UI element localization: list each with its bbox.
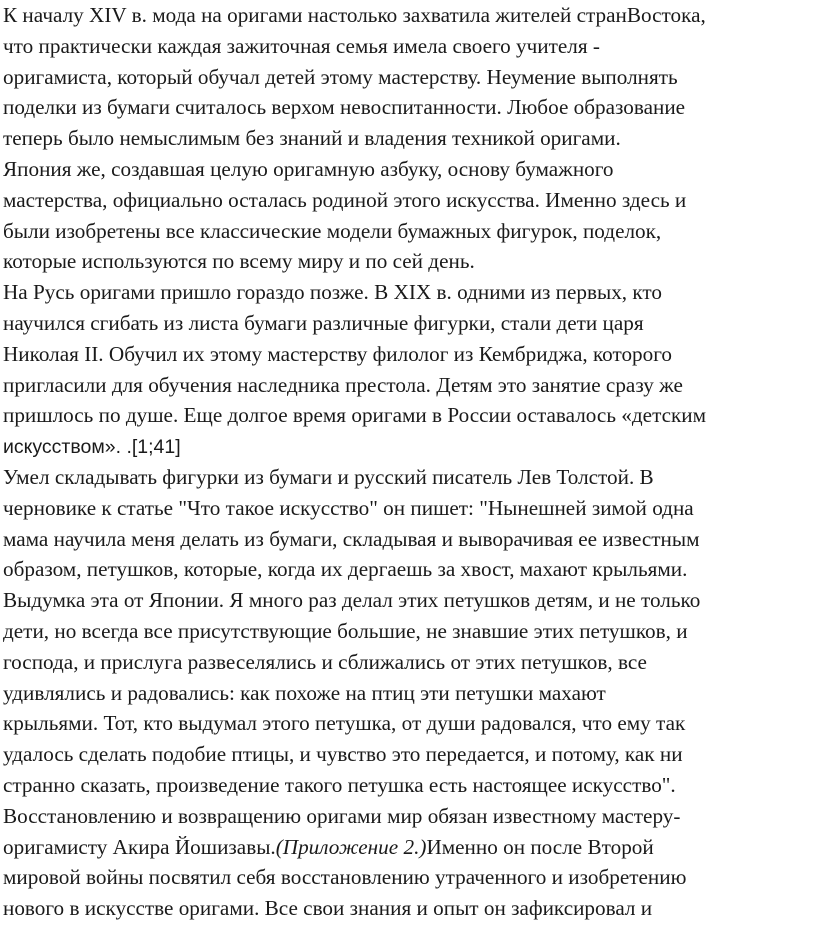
text-line: образом, петушков, которые, когда их дергаешь за хвост, махают крыльями. (3, 557, 688, 582)
text-line: которые используются по всему миру и по сей день. (3, 249, 475, 274)
text-line: Восстановлению и возвращению оригами мир обязан известному мастеру- (3, 803, 681, 828)
text-line: господа, и прислуга развеселялись и сближались от этих петушков, все (3, 649, 647, 674)
text-line: были изобретены все классические модели бумажных фигурок, поделок, (3, 218, 662, 243)
text-line: теперь было немыслимым без знаний и владения техникой оригами. (3, 126, 621, 151)
text-line: Выдумка эта от Японии. Я много раз делал этих петушков детям, и не только (3, 588, 701, 613)
text-line: Умел складывать фигурки из бумаги и русский писатель Лев Толстой. В (3, 464, 654, 489)
line-text-after: Именно он после Второй (426, 834, 654, 859)
text-line: пригласили для обучения наследника престола. Детям это занятие сразу же (3, 372, 683, 397)
text-line: Япония же, создавшая целую оригамную азбуку, основу бумажного (3, 156, 614, 181)
text-line: пришлось по душе. Еще долгое время оригами в России оставалось «детским (3, 403, 707, 428)
text-line: удивлялись и радовались: как похоже на птиц эти петушки махают (3, 680, 606, 705)
text-line: оригамиста, который обучал детей этому мастерству. Неумение выполнять (3, 64, 678, 89)
text-line: мастерства, официально осталась родиной этого искусства. Именно здесь и (3, 187, 687, 212)
text-line-appendix (3, 832, 815, 863)
text-line: нового в искусстве оригами. Все свои знания и опыт он зафиксировал и (3, 896, 653, 921)
text-line: научился сгибать из листа бумаги различные фигурки, стали дети царя (3, 310, 644, 335)
text-line-citation (3, 431, 815, 462)
citation-ref: .[1;41] (126, 436, 181, 459)
text-line: поделки из бумаги считалось верхом невоспитанности. Любое образование (3, 95, 686, 120)
appendix-ref: (Приложение 2.) (275, 834, 427, 859)
text-line: дети, но всегда все присутствующие большие, не знавшие этих петушков, и (3, 618, 688, 643)
document-page (3, 0, 815, 924)
text-line: мировой войны посвятил себя восстановлению утраченного и изобретению (3, 865, 687, 890)
text-line: мама научила меня делать из бумаги, складывая и выворачивая ее известным (3, 526, 700, 551)
text-line: крыльями. Тот, кто выдумал этого петушка, от души радовался, что ему так (3, 711, 686, 736)
text-line: черновике к статье "Что такое искусство" он пишет: "Нынешней зимой одна (3, 495, 694, 520)
line-text-before: оригамисту Акира Йошизавы. (3, 834, 276, 859)
text-line: К началу XIV в. мода на оригами настолько захватила жителей странВостока, (3, 3, 706, 27)
line-text: искусством». (3, 436, 127, 459)
text-line: Николая II. Обучил их этому мастерству филолог из Кембриджа, которого (3, 341, 673, 366)
text-line: удалось сделать подобие птицы, и чувство это передается, и потому, как ни (3, 742, 683, 767)
text-line: странно сказать, произведение такого петушка есть настоящее искусство". (3, 772, 676, 797)
text-line: На Русь оригами пришло гораздо позже. В XIX в. одними из первых, кто (3, 280, 662, 305)
text-line: что практически каждая зажиточная семья имела своего учителя - (3, 33, 600, 58)
